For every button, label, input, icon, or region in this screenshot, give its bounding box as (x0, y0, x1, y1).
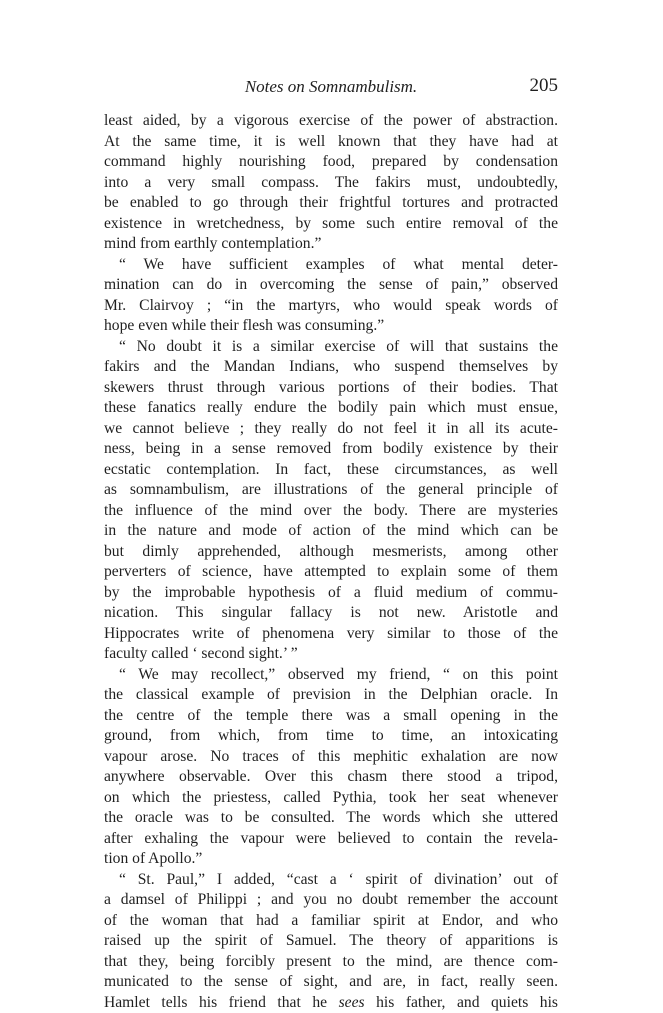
text-line: perverters of science, have attempted to explain some of them (104, 562, 558, 583)
page-header (104, 74, 558, 98)
text-line: these fanatics really endure the bodily pain which must ensue, (104, 398, 558, 419)
text-line: the centre of the temple there was a small opening in the (104, 706, 558, 727)
text-line: mind from earthly contemplation.” (104, 234, 558, 255)
text-line: on which the priestess, called Pythia, took her seat whenever (104, 788, 558, 809)
text-line: as somnambulism, are illustrations of the general principle of (104, 480, 558, 501)
text-line: in the nature and mode of action of the mind which can be (104, 521, 558, 542)
text-line: existence in wretchedness, by some such entire removal of the (104, 214, 558, 235)
text-line: mination can do in overcoming the sense of pain,” observed (104, 275, 558, 296)
text-line: after exhaling the vapour were believed to contain the revela- (104, 829, 558, 850)
text-line: nication. This singular fallacy is not new. Aristotle and (104, 603, 558, 624)
text-line: ness, being in a sense removed from bodily existence by their (104, 439, 558, 460)
text-segment: his father, and quiets his (365, 994, 558, 1011)
text-line: a damsel of Philippi ; and you no doubt remember the account (104, 890, 558, 911)
page-number: 205 (530, 75, 559, 97)
text-line: that they, being forcibly present to the mind, are thence com- (104, 952, 558, 973)
body-text (104, 111, 558, 1013)
text-line: fakirs and the Mandan Indians, who suspend themselves by (104, 357, 558, 378)
text-segment: Hamlet tells his friend that he (104, 994, 339, 1011)
text-line: the influence of the mind over the body. There are mysteries (104, 501, 558, 522)
text-line: municated to the sense of sight, and are, in fact, really seen. (104, 972, 558, 993)
text-line: of the woman that had a familiar spirit at Endor, and who (104, 911, 558, 932)
text-line: the oracle was to be consulted. The words which she uttered (104, 808, 558, 829)
text-line: command highly nourishing food, prepared by condensation (104, 152, 558, 173)
text-line: but dimly apprehended, although mesmerists, among other (104, 542, 558, 563)
text-line: we cannot believe ; they really do not feel it in all its acute- (104, 419, 558, 440)
text-line: vapour arose. No traces of this mephitic exhalation are now (104, 747, 558, 768)
text-line: tion of Apollo.” (104, 849, 558, 870)
text-line: least aided, by a vigorous exercise of the power of abstraction. (104, 111, 558, 132)
text-line: hope even while their flesh was consuming.” (104, 316, 558, 337)
text-line: anywhere observable. Over this chasm there stood a tripod, (104, 767, 558, 788)
text-line: “ We have sufficient examples of what mental deter- (104, 255, 558, 276)
text-line: ecstatic contemplation. In fact, these circumstances, as well (104, 460, 558, 481)
text-line: into a very small compass. The fakirs must, undoubtedly, (104, 173, 558, 194)
text-line: “ We may recollect,” observed my friend, “ on this point (104, 665, 558, 686)
text-line: ground, from which, from time to time, an intoxicating (104, 726, 558, 747)
text-line: skewers thrust through various portions of their bodies. That (104, 378, 558, 399)
text-line: Hippocrates write of phenomena very similar to those of the (104, 624, 558, 645)
text-line: by the improbable hypothesis of a fluid medium of commu- (104, 583, 558, 604)
text-line (104, 993, 558, 1013)
text-line: faculty called ‘ second sight.’ ” (104, 644, 558, 665)
text-line: “ No doubt it is a similar exercise of will that sustains the (104, 337, 558, 358)
text-line: the classical example of prevision in the Delphian oracle. In (104, 685, 558, 706)
text-line: raised up the spirit of Samuel. The theory of apparitions is (104, 931, 558, 952)
running-title: Notes on Somnambulism. (104, 77, 558, 97)
text-line: be enabled to go through their frightful tortures and protracted (104, 193, 558, 214)
text-line: Mr. Clairvoy ; “in the martyrs, who would speak words of (104, 296, 558, 317)
italic-word: sees (339, 994, 365, 1011)
text-line: At the same time, it is well known that they have had at (104, 132, 558, 153)
text-line: “ St. Paul,” I added, “cast a ‘ spirit of divination’ out of (104, 870, 558, 891)
